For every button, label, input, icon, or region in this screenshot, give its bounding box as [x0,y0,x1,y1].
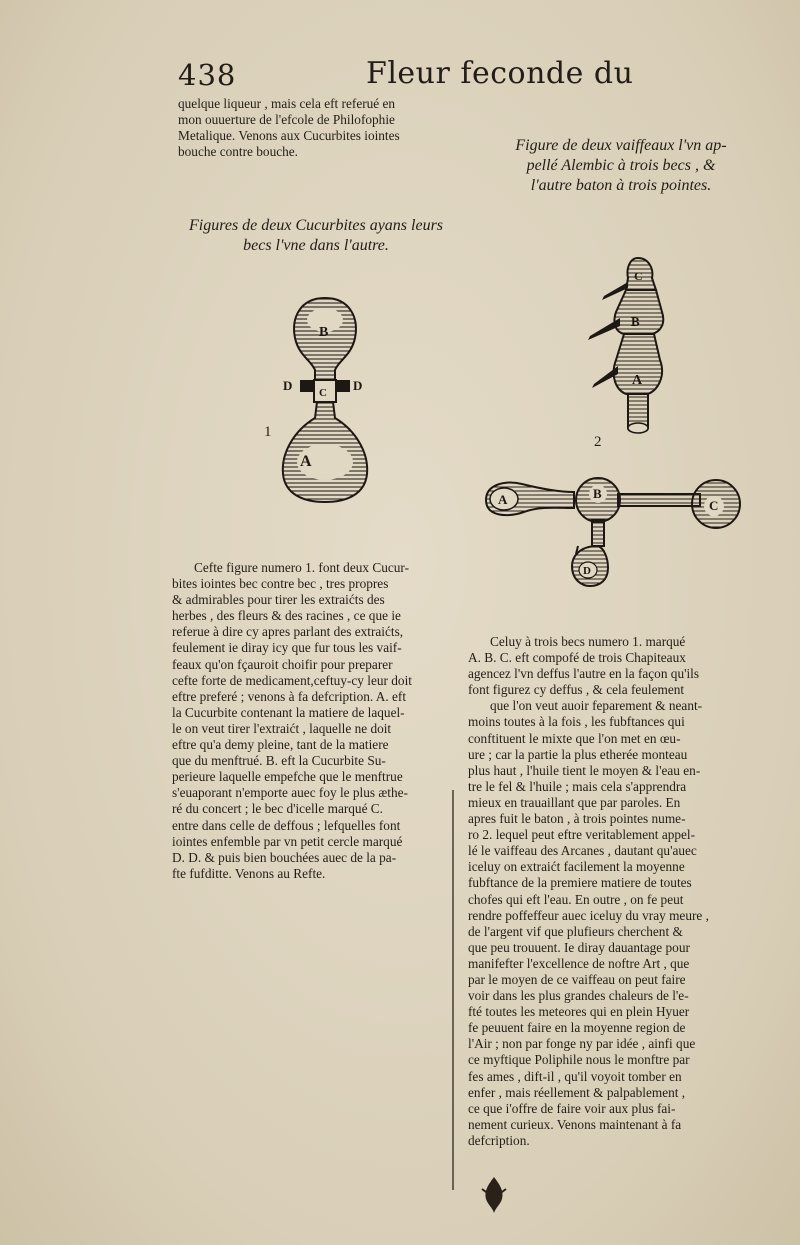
label-a: A [632,373,643,388]
figure-left-caption [176,216,456,256]
text-line: iointes enfemble par vn petit cercle marqué [172,833,403,849]
text-line: cefte forte de medicament,ceftuy-cy leur doit [172,672,412,688]
label-b: B [631,314,640,329]
text-line: enfer , mais réellement & palpablement , [468,1084,686,1100]
text-line: fe peuuent faire en la moyenne region de [468,1020,686,1036]
caption-line: pellé Alembic à trois becs , & [526,157,716,174]
cucurbites-illustration [255,290,395,505]
text-line: ro 2. lequel peut eftre veritablement appel- [468,827,696,843]
caption-line: l'autre baton à trois pointes. [530,177,712,194]
figure-number-2: 2 [594,434,602,450]
text-line: entre dans celle de deffous ; lefquelles font [172,817,401,833]
top-left-paragraph [178,96,456,160]
text-line: par le moyen de ce vaiffeau on peut faire [468,971,686,987]
text-line: fté toutes les meteores qui en plein Hyuer [468,1004,690,1020]
label-b: B [319,325,329,340]
text-line: agencez l'vn deffus l'autre en la façon qu'ils [468,666,700,682]
text-line: fes ames , dift-il , qu'il voyoit tomber en [468,1068,682,1084]
text-line: perieure laquelle empefche que le menftrue [172,769,403,785]
text-line: plus haut , l'huile tient le moyen & l'eau en- [468,762,701,778]
text-line: manifefter l'excellence de noftre Art , que [468,955,690,971]
label-c: C [709,498,719,513]
text-line: bouche contre bouche. [178,144,298,160]
caption-line: becs l'vne dans l'autre. [243,237,389,254]
text-line: Cefte figure numero 1. font deux Cucur- [194,560,410,575]
label-d-left: D [283,378,293,393]
baton-illustration [478,462,748,592]
text-line: le on veut tirer l'extraićt , laquelle ne doit [172,720,392,736]
text-line: fubftance de la premiere matiere de toutes [468,875,692,891]
text-line: tre le fel & l'huile ; mais cela s'apprendra [468,778,687,794]
text-line: mon ouuerture de l'efcole de Philofophie [178,112,395,128]
text-line: conftituent le mixte que l'on met en œu- [468,730,681,746]
text-line: rendre poffeffeur auec iceluy du vray meure , [468,907,709,923]
figure-number-1: 1 [264,424,272,440]
caption-line: Figures de deux Cucurbites ayans leurs [188,217,444,234]
text-line: A. B. C. eft compofé de trois Chapiteaux [468,650,686,666]
text-line: fte fufditte. Venons au Refte. [172,865,326,881]
figure-right-caption [478,136,764,196]
text-line: eftre qu'a demy pleine, tant de la matiere [172,737,389,753]
vertical-rule [452,790,454,1190]
text-line: moins toutes à la fois , les fubftances qui [468,714,685,730]
text-line: referue à dire cy apres parlant des extraićts, [172,624,404,640]
text-line: feulement ie diray icy que fur tous les vaif- [172,640,402,656]
text-line: lé le vaiffeau des Arcanes , dautant qu'auec [468,843,697,859]
text-line: nement curieux. Venons maintenant à fa [468,1116,682,1132]
right-column-text [468,634,768,1149]
text-line: que du menftrué. B. eft la Cucurbite Su- [172,753,386,769]
text-line: voir dans les plus grandes chaleurs de l'e- [468,988,689,1004]
text-line: & admirables pour tirer les extraićts des [172,592,385,608]
label-c: C [319,387,327,399]
text-line: feaux qu'on fçauroit choifir pour preparer [172,656,393,672]
text-line: ce myftique Poliphile nous le monftre par [468,1052,690,1068]
text-line: chofes qui eft l'eau. En outre , on fe peut [468,891,684,907]
label-a: A [498,492,508,507]
text-line: ce que i'offre de faire voir aux plus fai- [468,1100,676,1116]
text-line: defcription. [468,1132,530,1148]
text-line: Metalique. Venons aux Cucurbites iointes [178,128,400,144]
left-column-text [172,560,454,882]
ornament-icon [478,1175,510,1215]
text-line: apres fuit le baton , à trois pointes nume- [468,811,686,827]
label-c: C [634,269,643,283]
text-line: D. D. & puis bien bouchées auec de la pa- [172,849,397,865]
text-line: la Cucurbite contenant la matiere de laquel- [172,704,405,720]
label-a: A [300,453,312,470]
label-b: B [593,486,602,501]
text-line: que l'on veut auoir feparement & neant- [490,698,703,714]
page-number: 438 [178,58,237,92]
text-line: s'euaporant n'emporte auec foy le plus æthe- [172,785,408,801]
text-line: ure ; car la partie la plus etherée monteau [468,746,688,762]
text-line: herbes , des fleurs & des racines , ce que ie [172,608,401,624]
text-line: Celuy à trois becs numero 1. marqué [490,634,686,649]
label-d: D [583,565,591,577]
text-line: l'Air ; non par fonge ny par idée , ainfi que [468,1036,696,1052]
text-line: eftre preferé ; venons à fa defcription. A. eft [172,688,407,704]
text-line: quelque liqueur , mais cela eft referué en [178,96,396,111]
caption-line: Figure de deux vaiffeaux l'vn ap- [515,137,727,154]
text-line: iceluy on extraićt facilement la moyenne [468,859,685,875]
text-line: font figurez cy deffus , & cela feulement [468,682,685,698]
text-line: de l'argent vif que plufieurs cherchent & [468,923,683,939]
label-d-right: D [353,378,363,393]
text-line: que peu trouuent. Ie diray dauantage pour [468,939,690,955]
text-line: bites iointes bec contre bec , tres propres [172,576,389,592]
text-line: mieux en trauaillant que par paroles. En [468,794,681,810]
alembic-illustration [576,256,686,436]
text-line: ré du concert ; le bec d'icelle marqué C. [172,801,383,817]
running-head: Fleur feconde du [366,56,634,91]
